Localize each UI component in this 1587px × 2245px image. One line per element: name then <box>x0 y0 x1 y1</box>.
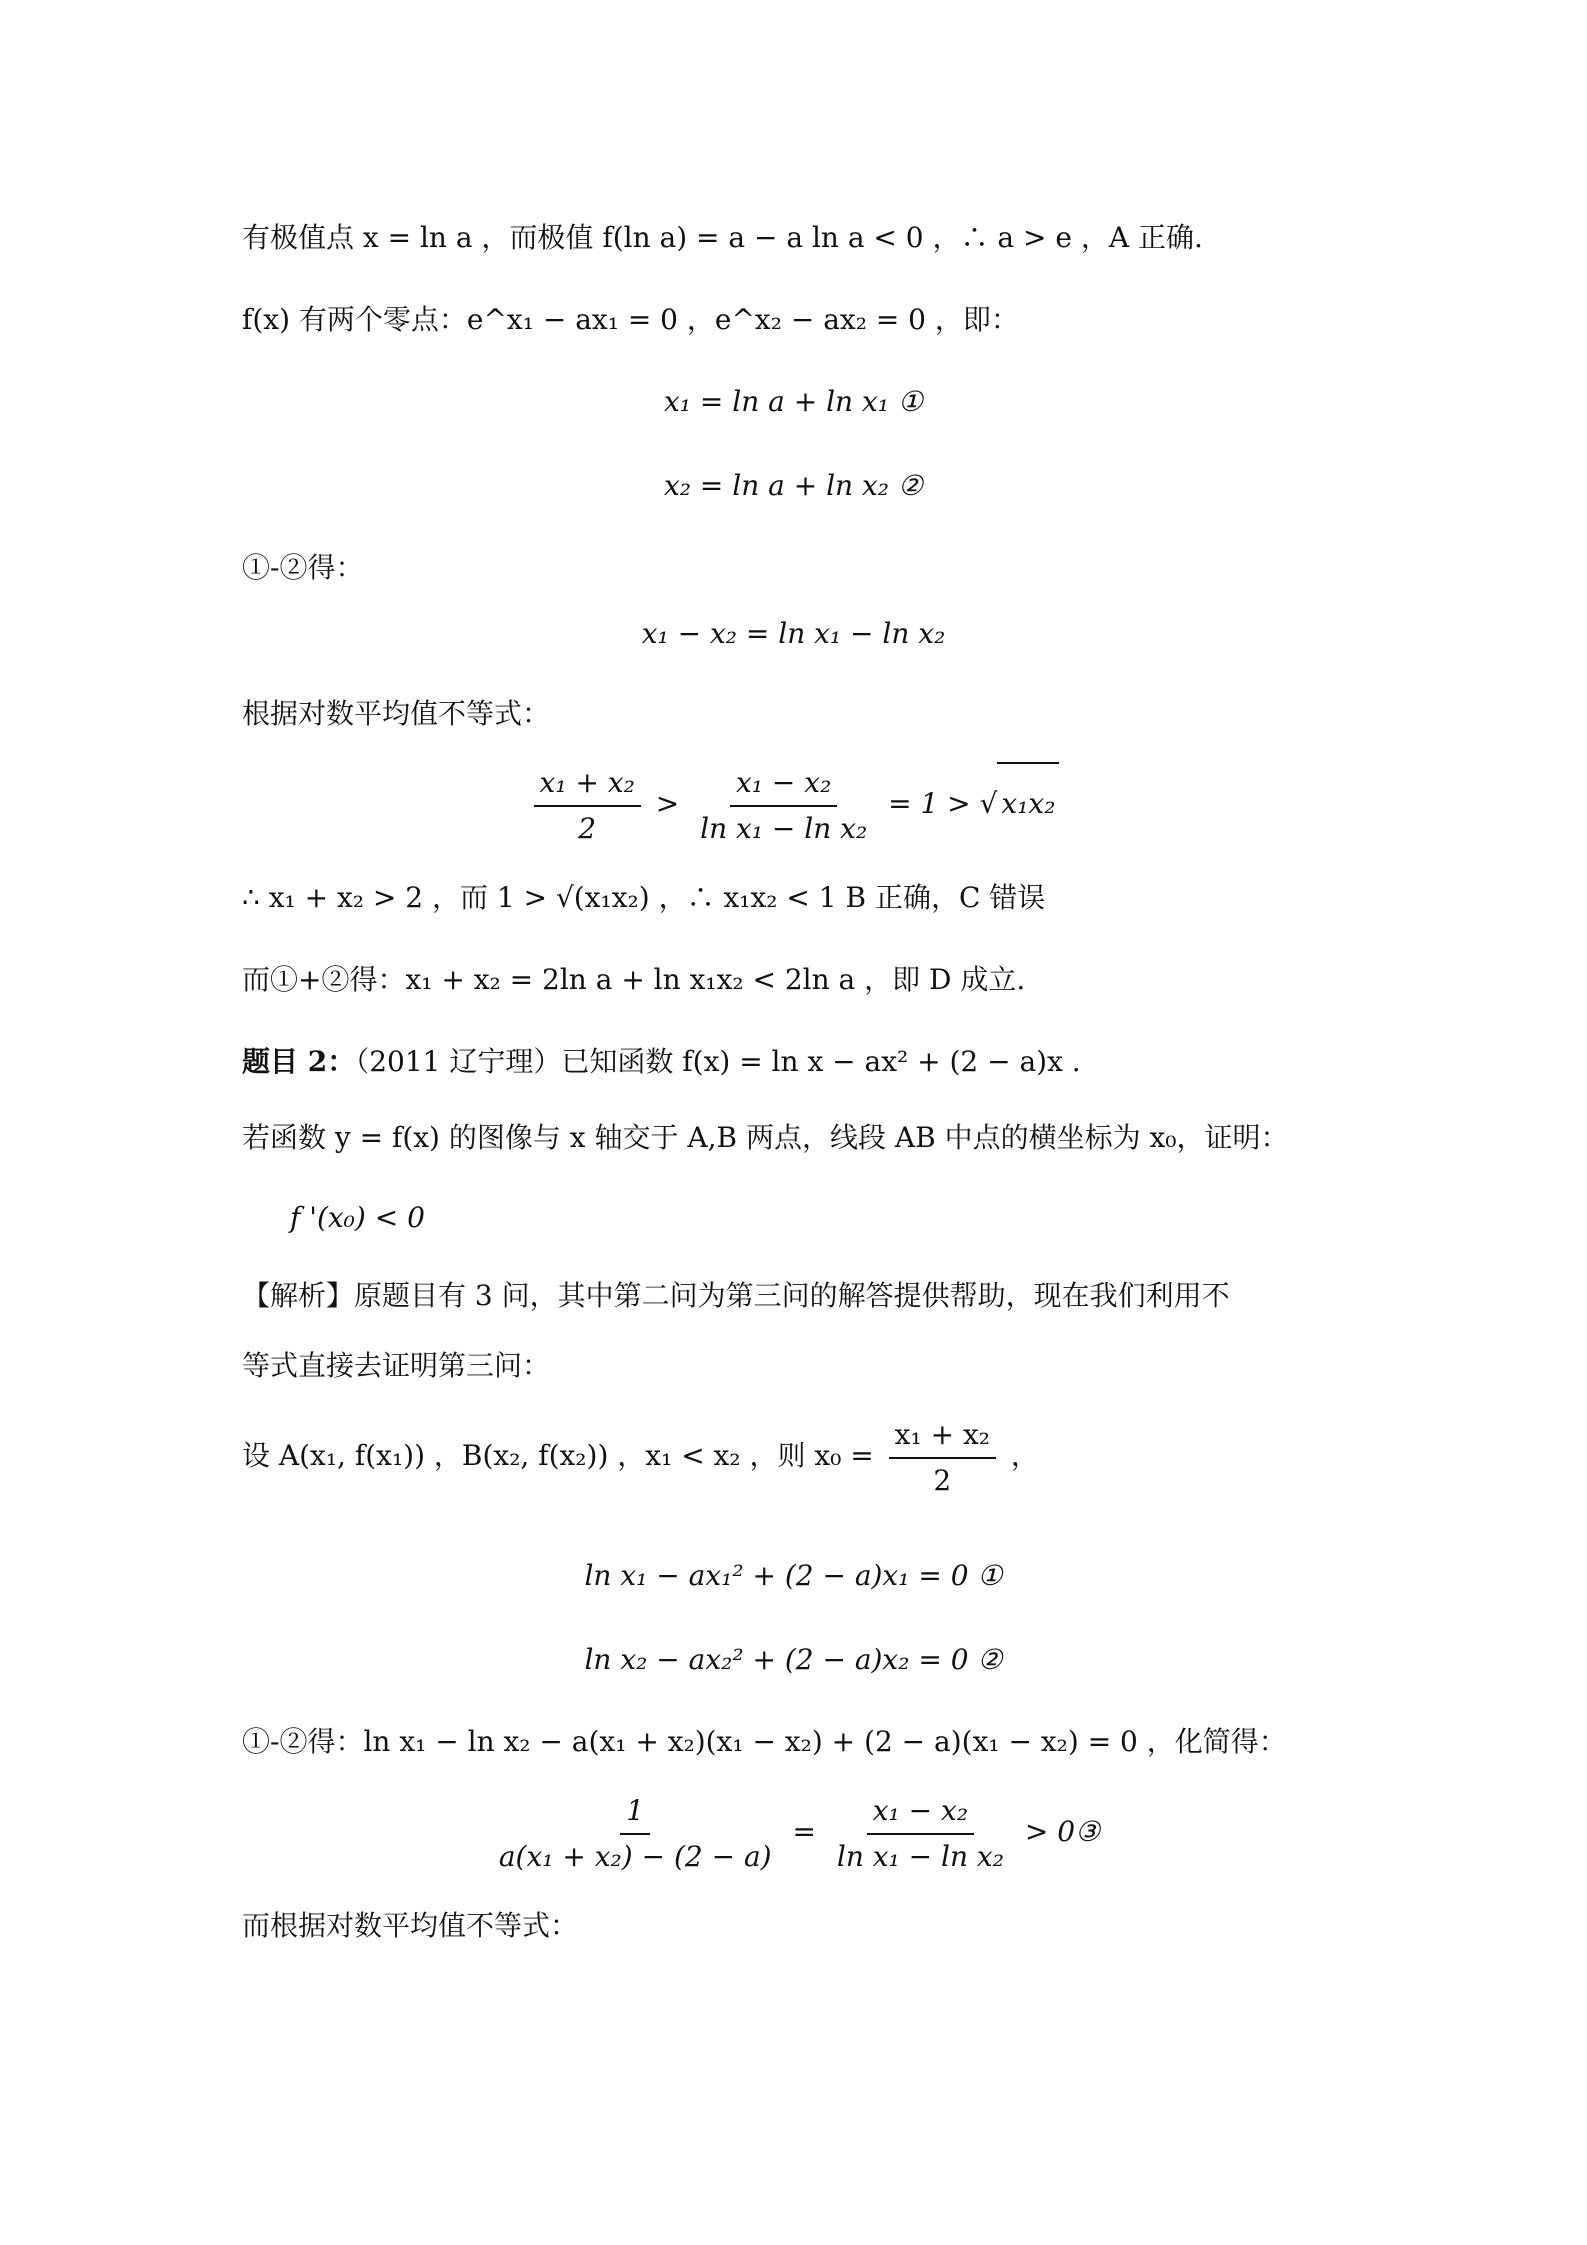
text-line-4: 根据对数平均值不等式： <box>242 697 551 730</box>
text-line-6: ∴ x₁ + x₂ > 2 ，而 1 > √(x₁x₂) ，∴ x₁x₂ < 1 B 正确，C 错误 <box>242 881 1046 914</box>
text-line-3: ①-②得： <box>242 551 364 584</box>
sqrt-body: x₁x₂ <box>997 762 1059 844</box>
text-line-12: 等式直接去证明第三问： <box>242 1349 551 1382</box>
setup-text: 设 A(x₁, f(x₁)) ，B(x₂, f(x₂)) ，x₁ < x₂ ，则 x₀ = <box>242 1439 874 1472</box>
fraction-numerator: x₁ − x₂ <box>730 765 837 807</box>
equation-2: x₂ = ln a + ln x₂ ② <box>663 469 924 502</box>
setup-suffix: ， <box>1010 1439 1039 1472</box>
simplified-equation <box>0 1792 1587 1875</box>
problem-label: 题目 2： <box>242 1045 356 1078</box>
text-line-7: 而①+②得：x₁ + x₂ = 2ln a + ln x₁x₂ < 2ln a ，即 D 成立. <box>242 963 1026 996</box>
claim-line: f '(x₀) < 0 <box>290 1201 425 1234</box>
equals-sign: = <box>792 1815 816 1848</box>
fraction-log-mean <box>694 765 873 847</box>
text-line-9: 若函数 y = f(x) 的图像与 x 轴交于 A,B 两点，线段 AB 中点的横坐标为 x₀，证明： <box>242 1121 1289 1154</box>
equation-5: ln x₂ − ax₂² + (2 − a)x₂ = 0 ② <box>584 1643 1003 1676</box>
text-line-2: f(x) 有两个零点：e^x₁ − ax₁ = 0 ，e^x₂ − ax₂ = 0 ，即： <box>242 303 1019 336</box>
text-line-11: 【解析】原题目有 3 问，其中第二问为第三问的解答提供帮助，现在我们利用不 <box>242 1279 1230 1312</box>
fraction-log-mean <box>831 1793 1010 1875</box>
fraction-denominator: ln x₁ − ln x₂ <box>700 811 868 845</box>
problem-2-heading <box>242 1042 1081 1082</box>
fraction-numerator: x₁ − x₂ <box>867 1793 974 1835</box>
equation-tail: > 0③ <box>1024 1815 1101 1848</box>
fraction-denominator: 2 <box>578 811 597 845</box>
inequality-tail: = 1 > <box>888 787 971 820</box>
fraction-denominator: 2 <box>933 1463 952 1497</box>
sqrt-icon: √ <box>979 787 998 820</box>
text-line-1: 有极值点 x = ln a ，而极值 f(ln a) = a − a ln a < 0 ，∴ a > e ，A 正确. <box>242 221 1203 254</box>
equation-3: x₁ − x₂ = ln x₁ − ln x₂ <box>641 617 946 650</box>
equation-4: ln x₁ − ax₁² + (2 − a)x₁ = 0 ① <box>584 1559 1003 1592</box>
fraction-reciprocal <box>493 1793 778 1875</box>
equation-1: x₁ = ln a + ln x₁ ① <box>663 385 924 418</box>
problem-statement: （2011 辽宁理）已知函数 f(x) = ln x − ax² + (2 − a)x . <box>355 1045 1081 1078</box>
fraction-numerator: x₁ + x₂ <box>534 765 641 807</box>
fraction-sum-over-two <box>534 765 641 847</box>
text-line-16: 而根据对数平均值不等式： <box>242 1909 579 1942</box>
text-line-13 <box>242 1416 1039 1499</box>
fraction-denominator: ln x₁ − ln x₂ <box>836 1839 1004 1873</box>
fraction-denominator: a(x₁ + x₂) − (2 − a) <box>498 1839 772 1873</box>
fraction-numerator: 1 <box>620 1793 650 1835</box>
log-mean-inequality <box>0 762 1587 847</box>
fraction-numerator: x₁ + x₂ <box>889 1417 996 1459</box>
text-line-14: ①-②得：ln x₁ − ln x₂ − a(x₁ + x₂)(x₁ − x₂) + (2 − a)(x₁ − x₂) = 0 ，化简得： <box>242 1725 1287 1758</box>
fraction-x0 <box>889 1417 996 1499</box>
greater-than-sign: > <box>655 787 680 820</box>
